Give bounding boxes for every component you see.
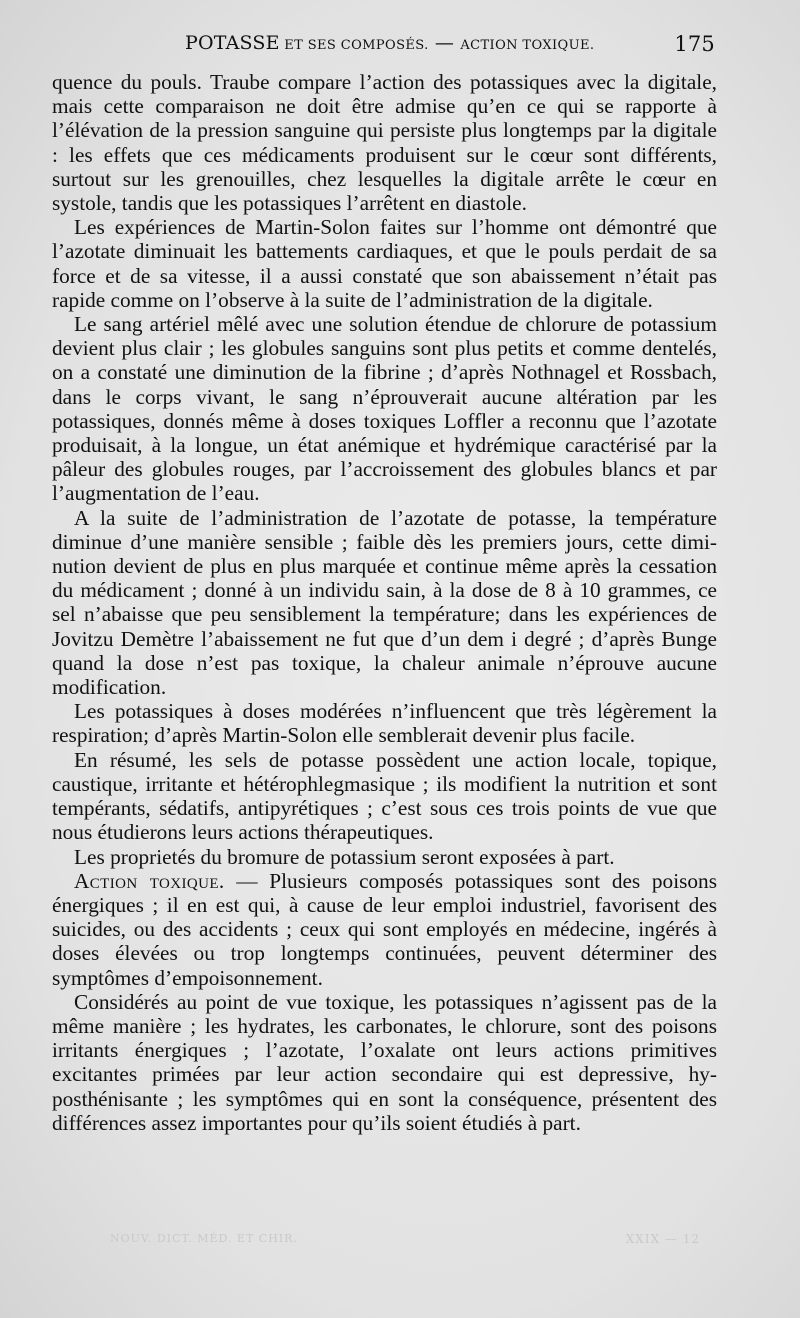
footer-imprint: NOUV. DICT. MÉD. ET CHIR. (110, 1232, 298, 1245)
paragraph: Les proprietés du bromure de potassium seront exposées à part. (74, 844, 615, 869)
header-title-rest: ET SES COMPOSÉS. (279, 38, 429, 53)
body-text (52, 70, 717, 1135)
running-header (185, 32, 715, 60)
section-text: — Plusieurs composés potassiques sont des poisons énergiques ; il en est qui, à cause de leur emploi industriel, favorisent des suicides, ou des accidents ; ceux qui sont employés en médecine, ingérés à doses élevées ou trop longtemps continuées, peuvent déterminer des symptômes d’empoisonnement. (52, 868, 717, 990)
page-footer (110, 1232, 710, 1250)
header-dash: — (428, 32, 461, 54)
header-section: ACTION TOXIQUE. (460, 38, 595, 53)
paragraph: A la suite de l’administration de l’azotate de potasse, la température diminue d’une manière sensible ; faible dès les premiers jours, cette diminution devient de plus en plus marquée et continue même après la cessation du médicament ; donné à un individu sain, à la dose de 8 à 10 grammes, ce sel n’abaisse que peu sensiblement la température; dans les expériences de Jovitzu Demètre l’abaissement ne fut que d’un dem i degré ; d’après Bunge quand la dose n’est pas toxique, la chaleur animale n’éprouve aucune modification. (52, 505, 717, 700)
section-label: Action toxique. (74, 868, 225, 893)
header-title-main: POTASSE (185, 32, 280, 54)
page-number: 175 (674, 32, 715, 56)
paragraph: Considérés au point de vue toxique, les potassiques n’agissent pas de la même manière ; les hydrates, les carbonates, le chlorure, sont des poisons irritants énergiques ; l’azotate, l’oxalate ont leurs actions primitives excitantes primées par leur action secondaire qui est depressive, hyposthénisante ; les symptômes qui en sont la conséquence, présentent des différences assez importantes pour qu’ils soient étudiés à part. (52, 989, 717, 1135)
paragraph-continued: quence du pouls. Traube compare l’action des potassiques avec la digitale, mais cette comparaison ne doit être admise qu’en ce qui se rapporte à l’élévation de la pression sanguine qui persiste plus longtemps par la digitale : les effets que ces médicaments produisent sur le cœur sont différents, surtout sur les grenouilles, chez lesquelles la digitale arrête le cœur en systole, tandis que les potassiques l’arrêtent en diastole. (52, 70, 717, 216)
paragraph: En résumé, les sels de potasse possèdent une action locale, topique, caustique, irritante et hétérophlegmasique ; ils modifient la nutrition et sont tempérants, sédatifs, antipyrétiques ; c’est sous ces trois points de vue que nous étudierons leurs actions thérapeutiques. (52, 747, 717, 845)
paragraph: Les potassiques à doses modérées n’influencent que très légèrement la respiration; d’après Martin-Solon elle semblerait devenir plus facile. (52, 699, 717, 748)
paragraph: Le sang artériel mêlé avec une solution étendue de chlorure de potassium devient plus clair ; les globules sanguins sont plus petits et comme dentelés, on a constaté une diminution de la fibrine ; d’après Nothnagel et Rossbach, dans le corps vivant, le sang n’éprouverait aucune altération par les potassiques, donnés même à doses toxiques Loffler a reconnu que l’azotate produisait, à la longue, un état anémique et hydrémique caractérisé par la pâleur des globules rouges, par l’accroissement des globules blancs et par l’augmentation de l’eau. (52, 312, 717, 506)
signature-mark: XXIX — 12 (625, 1232, 700, 1246)
paragraph: Les expériences de Martin-Solon faites sur l’homme ont démontré que l’azotate diminuait les battements cardiaques, et que le pouls perdait de sa force et de sa vitesse, il a aussi constaté que son abaissement n’était pas rapide comme on l’observe à la suite de l’administration de la digitale. (52, 215, 717, 312)
paragraph-action-toxique (52, 869, 717, 990)
